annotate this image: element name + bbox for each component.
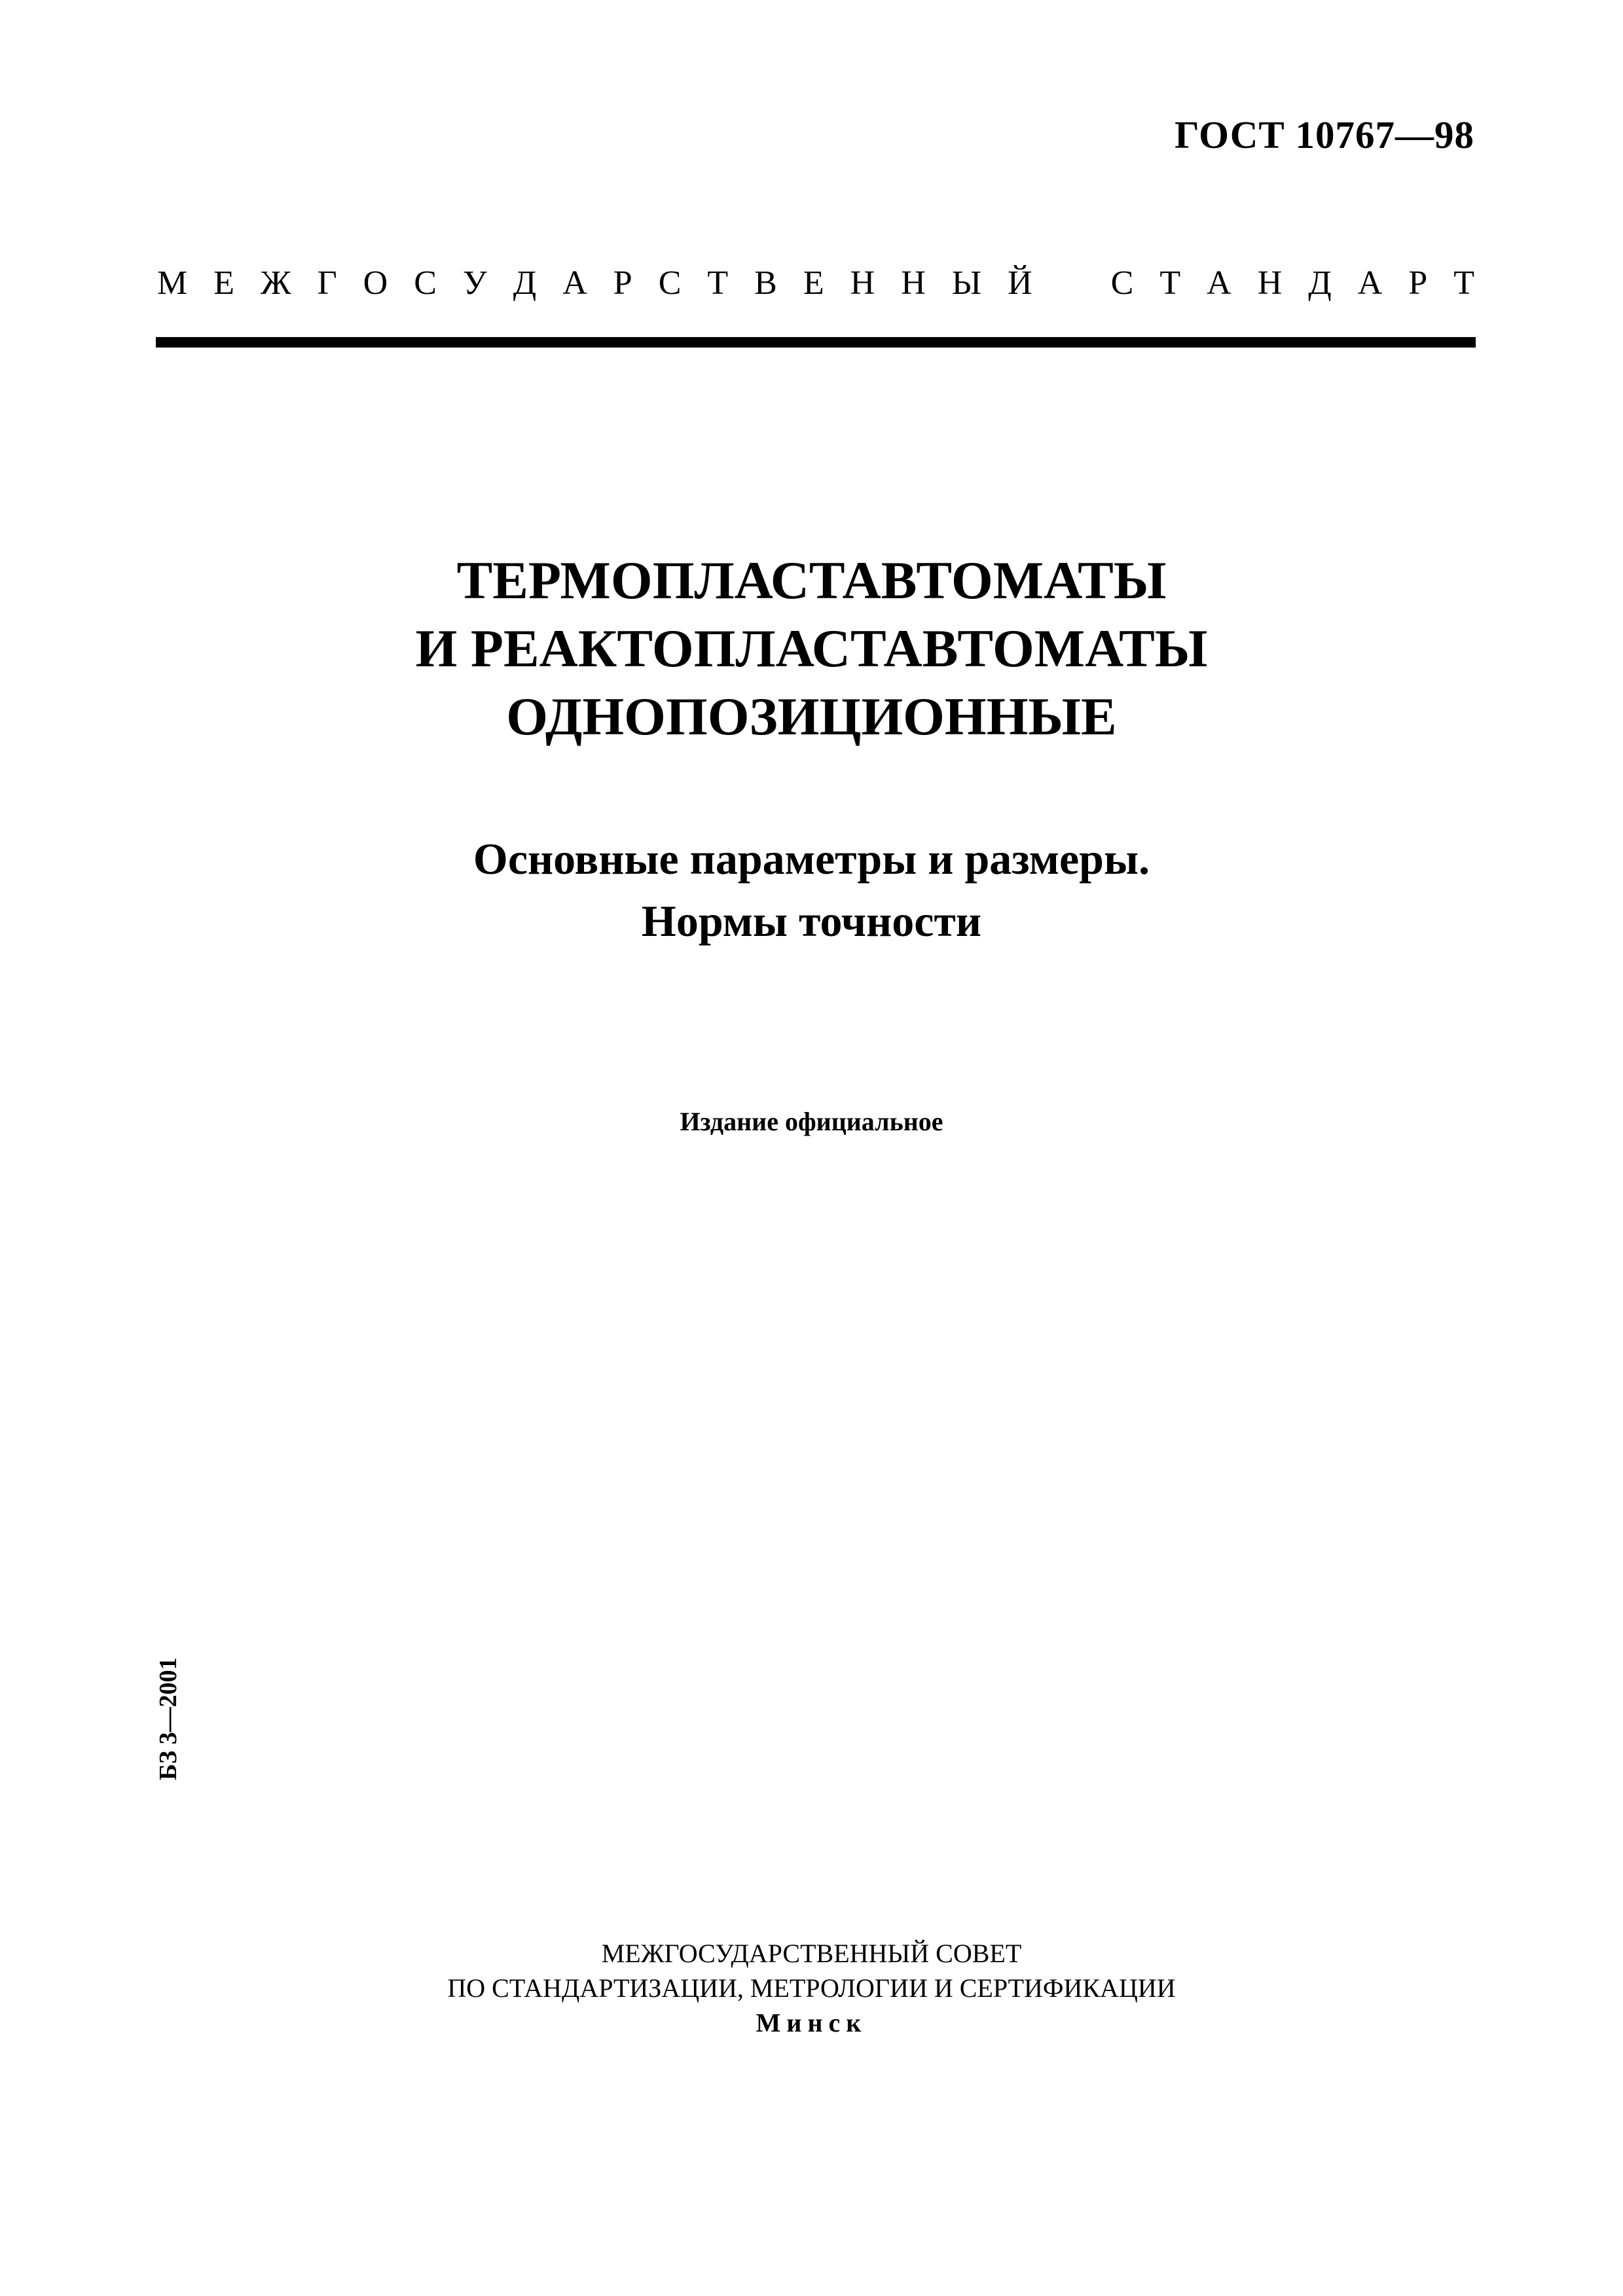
heading-gap: [1059, 264, 1085, 302]
heading-letter: М: [157, 264, 188, 302]
heading-letter: Р: [613, 264, 632, 302]
heading-letter: Г: [317, 264, 337, 302]
document-subtitle: [0, 828, 1623, 952]
heading-letter: У: [462, 264, 487, 302]
heading-letter: О: [363, 264, 388, 302]
subtitle-line: Основные параметры и размеры.: [473, 834, 1150, 884]
title-line: ОДНОПОЗИЦИОННЫЕ: [506, 687, 1117, 746]
heading-letter: В: [754, 264, 777, 302]
heading-letter: А: [1207, 264, 1231, 302]
title-line: И РЕАКТОПЛАСТАВТОМАТЫ: [415, 619, 1208, 678]
heading-letter: Т: [1453, 264, 1474, 302]
heading-letter: С: [658, 264, 682, 302]
heading-letter: Н: [850, 264, 875, 302]
heading-letter: Ж: [261, 264, 291, 302]
heading-letter: Е: [803, 264, 824, 302]
gost-number: ГОСТ 10767—98: [1175, 113, 1474, 156]
heading-letter: Д: [1308, 264, 1332, 302]
heading-letter: Н: [1257, 264, 1283, 302]
edition-note: Издание официальное: [680, 1107, 943, 1136]
side-mark-text: БЗ 3—2001: [155, 1657, 182, 1780]
heading-letter: С: [1110, 264, 1134, 302]
document-title: [0, 547, 1623, 751]
heading-letter: С: [414, 264, 437, 302]
heading-letter: Е: [213, 264, 235, 302]
title-line: ТЕРМОПЛАСТАВТОМАТЫ: [456, 550, 1167, 610]
heading-letter: А: [562, 264, 587, 302]
publisher-line: ПО СТАНДАРТИЗАЦИИ, МЕТРОЛОГИИ И СЕРТИФИКАЦИИ: [447, 1973, 1176, 2003]
heading-letter: Ы: [951, 264, 982, 302]
heading-letter: Т: [707, 264, 729, 302]
publisher-line: МЕЖГОСУДАРСТВЕННЫЙ СОВЕТ: [601, 1939, 1022, 1968]
heading-letter: Р: [1408, 264, 1428, 302]
heading-letter: Т: [1159, 264, 1181, 302]
heading-letter: А: [1357, 264, 1383, 302]
standard-type-heading: [157, 264, 1474, 302]
publisher-block: [0, 1936, 1623, 2040]
publisher-city: Минск: [756, 2008, 867, 2037]
subtitle-line: Нормы точности: [641, 896, 982, 946]
heading-letter: Й: [1008, 264, 1032, 302]
heading-letter: Д: [513, 264, 537, 302]
heading-letter: Н: [901, 264, 926, 302]
header-divider: [156, 337, 1476, 348]
